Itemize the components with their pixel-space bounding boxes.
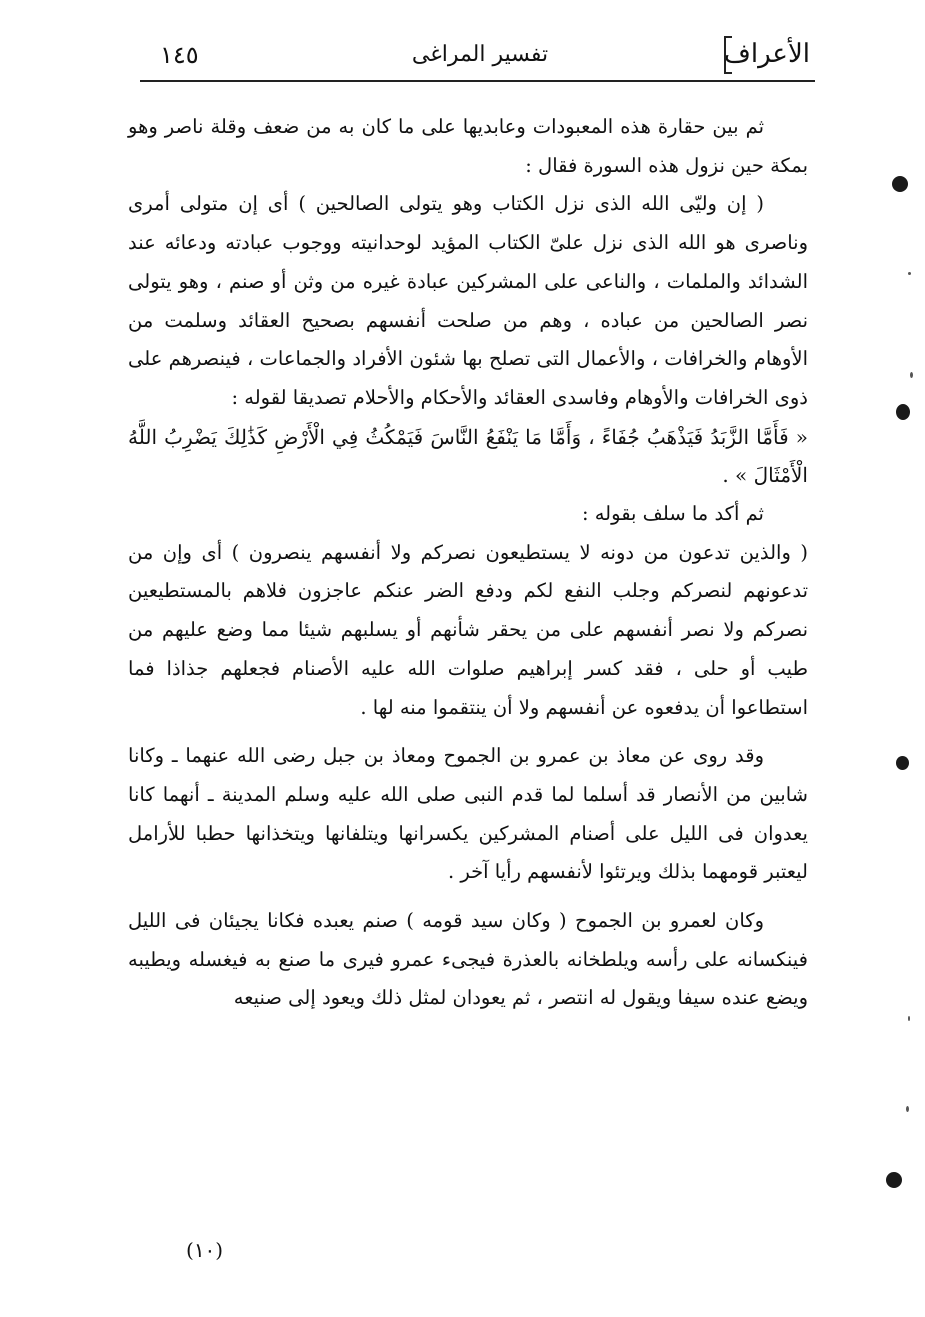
- binding-hole-mark: [896, 756, 909, 770]
- header-bracket: [724, 36, 732, 74]
- body-text: [128, 108, 808, 1018]
- header-rule: [140, 80, 815, 82]
- margin-speck: [906, 1106, 909, 1112]
- paragraph-transition: ثم أكد ما سلف بقوله :: [581, 502, 764, 526]
- page-header: [150, 38, 810, 78]
- binding-hole-mark: [886, 1172, 902, 1188]
- margin-speck: [910, 372, 913, 378]
- margin-speck: [908, 272, 911, 275]
- paragraph-muadh-story: وقد روى عن معاذ بن عمرو بن الجموح ومعاذ بن جبل رضى الله عنهما ـ وكانا شابين من الأنصار قد أسلما لما قدم النبى صلى الله عليه وسلم المدينة ـ أنهما كانا يعدوان فى الليل على أصنام المشركين يكسرانها ويتلفانها ويتخذانها حطبا للأرامل ليعتبر قومهما بذلك ويرتئوا لأنفسهم رأيا آخر .: [128, 744, 808, 884]
- quran-quote: « فَأَمَّا الزَّبَدُ فَيَذْهَبُ جُفَاءً ، وَأَمَّا مَا يَنْفَعُ النَّاسَ فَيَمْكُثُ فِي الْأَرْضِ كَذَٰلِكَ يَضْرِبُ اللَّهُ الْأَمْثَالَ » .: [128, 424, 808, 488]
- margin-speck: [908, 1016, 910, 1021]
- book-title: تفسير المراغى: [411, 42, 549, 67]
- signature-mark: (١٠): [186, 1238, 224, 1262]
- paragraph-intro: ثم بين حقارة هذه المعبودات وعابديها على ما كان به من ضعف وقلة ناصر وهو بمكة حين نزول هذه السورة فقال :: [128, 115, 808, 177]
- binding-hole-mark: [896, 404, 910, 420]
- page-number: ١٤٥: [160, 41, 199, 69]
- paragraph-alladhina-verse: ( والذين تدعون من دونه لا يستطيعون نصركم ولا أنفسهم ينصرون ) أى وإن من تدعونهم لنصركم وجلب النفع لكم ودفع الضر عنكم عاجزون فلاهم بالمستطيعين نصركم ولا نصر أنفسهم على من يحقر شأنهم أو يسلبهم شيئا مما وضع عليهم من طيب أو حلى ، فقد كسر إبراهيم صلوات الله عليه الأصنام فجعلهم جذاذا فما استطاعوا أن يدفعوه عن أنفسهم ولا أن ينتقموا منه لها .: [128, 540, 808, 719]
- surah-name: الأعراف: [723, 39, 810, 69]
- paragraph-wali-verse: ( إن وليّى الله الذى نزل الكتاب وهو يتولى الصالحين ) أى إن متولى أمرى وناصرى هو الله الذى نزل علىّ الكتاب المؤيد لوحدانيته ووجوب عبادته ودعائه عند الشدائد والملمات ، والناعى على المشركين عبادة غيره من وثن أو صنم ، وهو يتولى نصر الصالحين من عباده ، وهم من صلحت أنفسهم بصحيح العقائد وسلمت من الأوهام والخرافات ، والأعمال التى تصلح بها شئون الأفراد والجماعات ، فينصرهم على ذوى الخرافات والأوهام وفاسدى العقائد والأحكام والأحلام تصديقا لقوله :: [128, 192, 808, 409]
- paragraph-amr-story: وكان لعمرو بن الجموح ( وكان سيد قومه ) صنم يعبده فكانا يجيئان فى الليل فينكسانه على رأسه ويلطخانه بالعذرة فيجىء عمرو فيرى ما صنع به فيغسله ويطيبه ويضع عنده سيفا ويقول له انتصر ، ثم يعودان لمثل ذلك ويعود إلى صنيعه: [128, 909, 808, 1010]
- binding-hole-mark: [892, 176, 908, 192]
